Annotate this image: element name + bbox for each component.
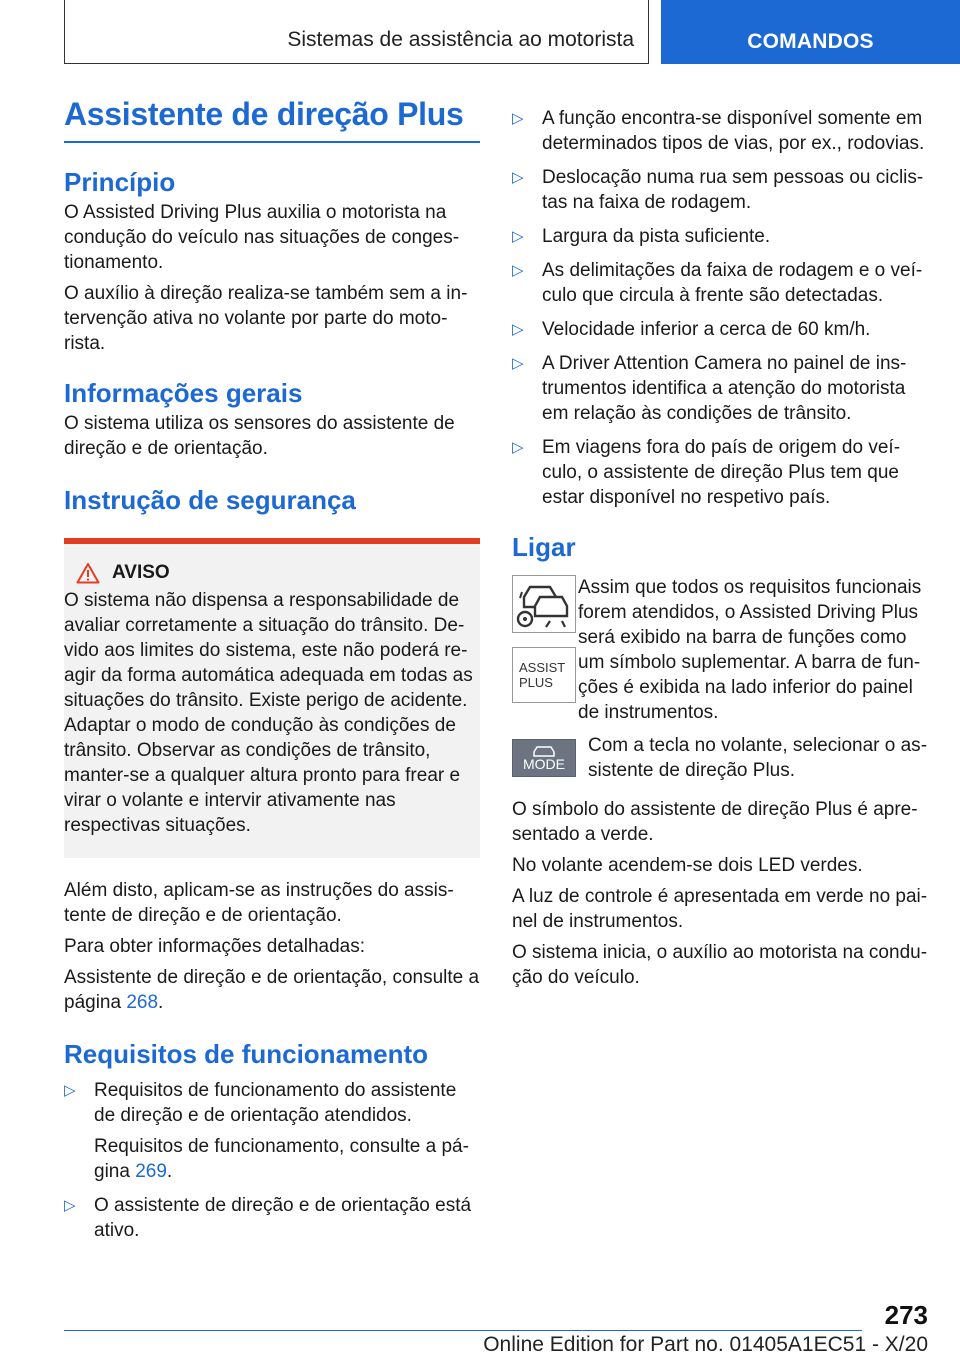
list-item — [512, 435, 928, 510]
heading-instrucao-seguranca: Instrução de segurança — [64, 485, 356, 515]
conditions-list — [512, 106, 928, 510]
list-item — [512, 258, 928, 308]
heading-ligar: Ligar — [512, 532, 576, 562]
page-link-268[interactable]: 268 — [126, 992, 159, 1013]
list-item — [512, 351, 928, 426]
list-item-text: As delimitações da faixa de rodagem e o veículo que circula à frente são detectadas. — [542, 260, 923, 306]
list-item-text: A função encontra-se disponível somente em determinados tipos de vias, por ex., rodovias. — [542, 108, 925, 154]
triangle-right-icon: ▷ — [512, 439, 524, 456]
cross-reference-text: Requisitos de funcionamento, consulte a página — [94, 1136, 469, 1182]
page-number: 273 — [884, 1300, 928, 1330]
mode-icon-row — [512, 733, 928, 791]
list-item-subtext — [94, 1134, 480, 1184]
header-chapter-label: COMANDOS — [747, 30, 874, 53]
assist-plus-icon — [512, 647, 576, 703]
icon-column — [512, 575, 578, 725]
after-warning-paragraph-1: Além disto, aplicam-se as instruções do assistente de direção e de orientação. — [64, 880, 454, 926]
page-link-269[interactable]: 269 — [135, 1161, 167, 1182]
driving-assistant-car-icon — [512, 575, 576, 633]
ligar-icon-row — [512, 575, 928, 725]
principio-paragraph-1: O Assisted Driving Plus auxilia o motorista na condução do veículo nas situações de congestionamento. — [64, 202, 460, 273]
list-item — [64, 1078, 480, 1184]
ligar-paragraph-5: A luz de controle é apresentada em verde no painel de instrumentos. — [512, 886, 928, 932]
sentence-end: . — [166, 1161, 173, 1182]
ligar-paragraph-1: Assim que todos os requisitos funcionais forem atendidos, o Assisted Driving Plus será exibido na barra de funções como um símbolo suplementar. A barra de funções é exibida na lado inferior do painel de instrumentos. — [578, 577, 922, 723]
header-section-box — [64, 0, 649, 64]
footer-edition: Online Edition for Part no. 01405A1EC51 - X/20 — [483, 1333, 928, 1356]
list-item-text: Deslocação numa rua sem pessoas ou ciclistas na faixa de rodagem. — [542, 167, 924, 213]
heading-requisitos: Requisitos de funcionamento — [64, 1039, 429, 1069]
header-chapter-tab[interactable] — [661, 0, 960, 64]
list-item — [512, 224, 928, 249]
after-warning-paragraph-3 — [64, 965, 480, 1015]
mode-label: MODE — [523, 755, 565, 772]
heading-informacoes-gerais: Informações gerais — [64, 378, 303, 408]
header-section-title: Sistemas de assistência ao motorista — [287, 28, 634, 51]
mode-button-icon — [512, 739, 576, 777]
sentence-end: . — [158, 992, 164, 1013]
triangle-right-icon: ▷ — [512, 355, 524, 372]
warning-box — [64, 538, 480, 858]
after-warning-paragraph-2: Para obter informações detalhadas: — [64, 936, 366, 957]
ligar-paragraph-3: O símbolo do assistente de direção Plus é apresentado a verde. — [512, 799, 918, 845]
left-column — [64, 96, 480, 1252]
list-item-text: Largura da pista suficiente. — [542, 226, 771, 247]
list-item — [512, 317, 928, 342]
triangle-right-icon: ▷ — [512, 321, 524, 338]
triangle-right-icon: ▷ — [512, 110, 524, 127]
assist-plus-label-1: ASSIST — [519, 660, 566, 675]
requisitos-list — [64, 1078, 480, 1243]
right-column — [512, 106, 928, 990]
ligar-paragraph-6: O sistema inicia, o auxílio ao motorista na condução do veículo. — [512, 942, 928, 988]
warning-title: AVISO — [112, 562, 170, 583]
list-item — [64, 1193, 480, 1243]
heading-principio: Princípio — [64, 167, 176, 197]
list-item — [512, 106, 928, 156]
page-title: Assistente de direção Plus — [64, 96, 480, 143]
ligar-paragraph-2: Com a tecla no volante, selecionar o assistente de direção Plus. — [588, 735, 928, 781]
warning-triangle-icon — [76, 562, 100, 584]
principio-paragraph-2: O auxílio à direção realiza-se também sem a intervenção ativa no volante por parte do motorista. — [64, 283, 468, 354]
list-item-text: A Driver Attention Camera no painel de instrumentos identifica a atenção do motorista em relação às condições de trânsito. — [542, 353, 907, 424]
info-paragraph: O sistema utiliza os sensores do assistente de direção e de orientação. — [64, 413, 455, 459]
list-item-text: Requisitos de funcionamento do assistente de direção e de orientação atendidos. — [94, 1080, 457, 1126]
footer-divider — [64, 1330, 862, 1331]
triangle-right-icon: ▷ — [512, 169, 524, 186]
triangle-right-icon: ▷ — [512, 228, 524, 245]
cross-reference-text: Assistente de direção e de orientação, consulte a página — [64, 967, 480, 1013]
triangle-right-icon: ▷ — [512, 262, 524, 279]
triangle-right-icon: ▷ — [64, 1197, 76, 1214]
list-item-text: O assistente de direção e de orientação está ativo. — [94, 1195, 472, 1241]
list-item-text: Em viagens fora do país de origem do veículo, o assistente de direção Plus tem que estar disponível no respetivo país. — [542, 437, 901, 508]
warning-text: O sistema não dispensa a responsabilidade de avaliar corretamente a situação do trânsito. Devido aos limites do sistema, este não poderá reagir da forma automática adequada em todas as situações do trânsito. Existe perigo de acidente. Adaptar o modo de condução às condições de trânsito. Observar as condições de trânsito, manter-se a qualquer altura pronto para frear e virar o volante e intervir ativamente nas respectivas situações. — [64, 590, 473, 836]
list-item — [512, 165, 928, 215]
triangle-right-icon: ▷ — [64, 1082, 76, 1099]
icon-column — [512, 733, 588, 791]
ligar-paragraph-4: No volante acendem-se dois LED verdes. — [512, 855, 863, 876]
assist-plus-label-2: PLUS — [519, 675, 553, 690]
list-item-text: Velocidade inferior a cerca de 60 km/h. — [542, 319, 871, 340]
